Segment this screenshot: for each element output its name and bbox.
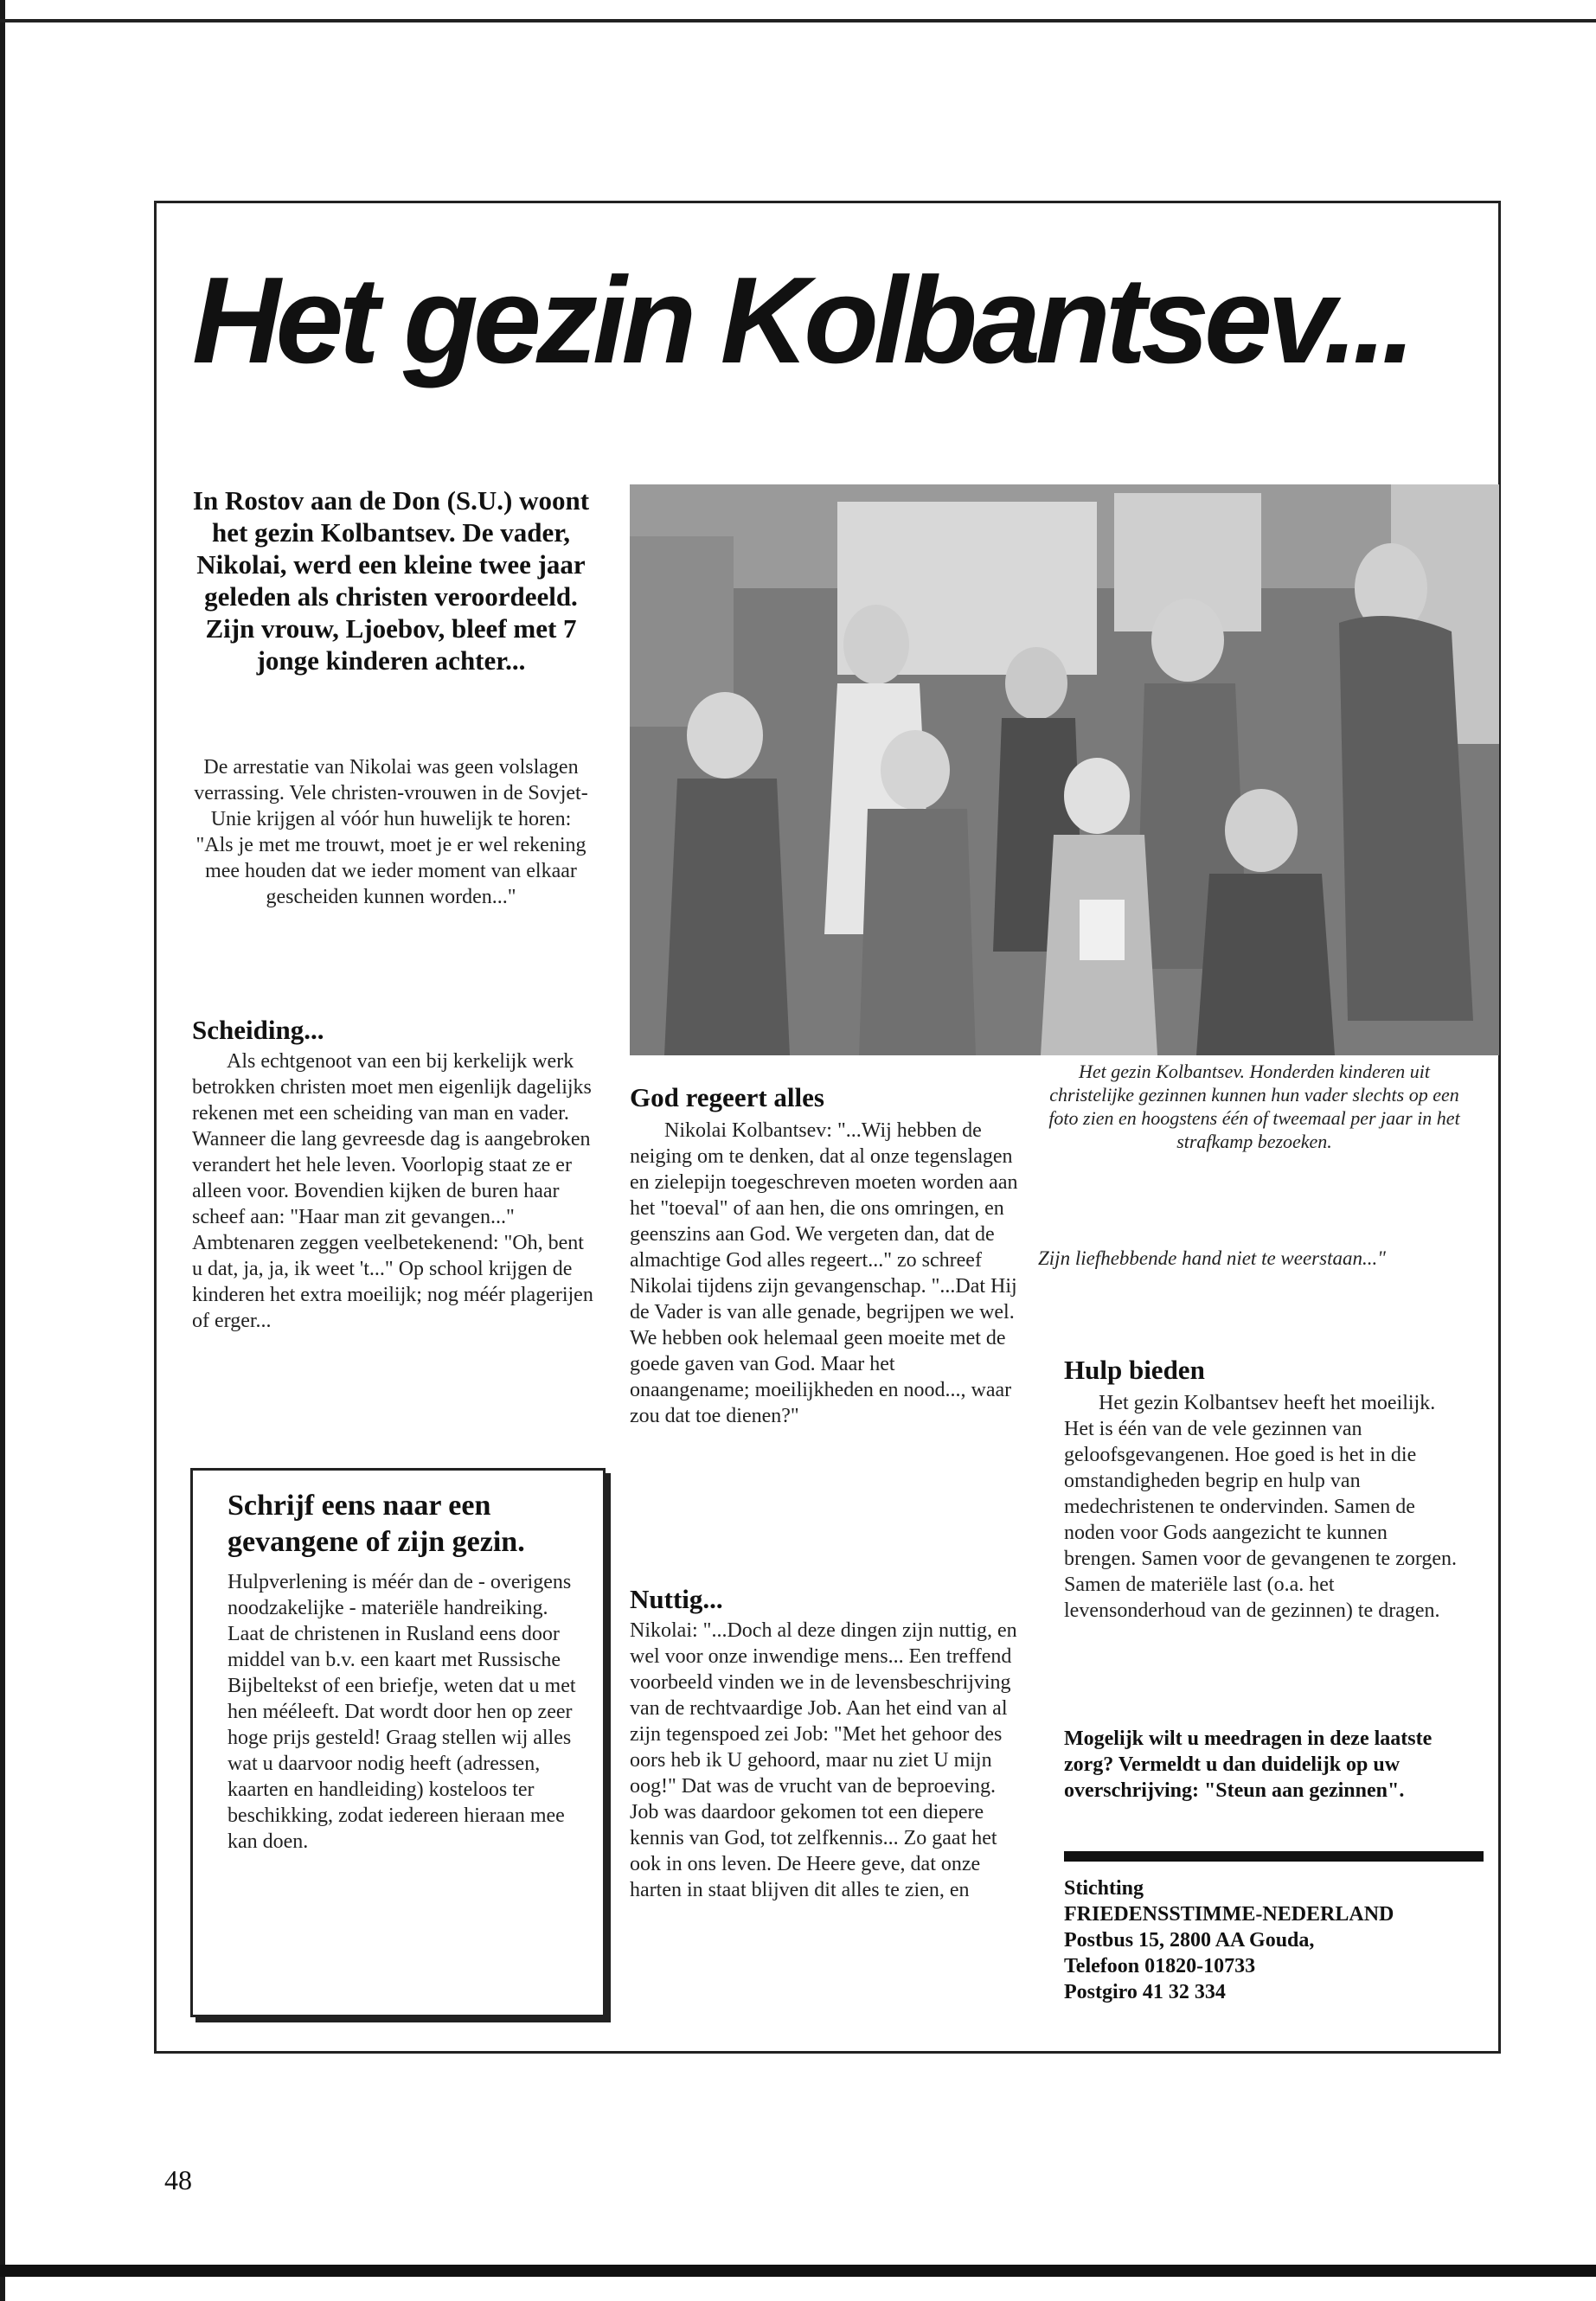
family-photo-drawing	[630, 484, 1499, 1055]
address-line-1: Stichting	[1064, 1877, 1144, 1900]
address-line-4: Telefoon 01820-10733	[1064, 1955, 1256, 1977]
family-photo	[630, 484, 1499, 1055]
address-divider	[1064, 1851, 1484, 1862]
god-body: Nikolai Kolbantsev: "...Wij hebben de neiging om te denken, dat al onze tegenslagen en zielepijn toegeschreven moeten worden aan het "toeval" of aan hen, die ons omringen, en geenszins aan God. We vergeten dan, dat de almachtige God alles regeert..." zo schreef Nikolai tijdens zijn gevangenschap. "...Dat Hij de Vader is van alle genade, begrijpen we wel. We hebben ook helemaal geen moeite met de goede gaven van God. Maar het onaangename; moeilijkheden en nood..., waar zou dat toe dienen?"	[630, 1119, 1018, 1427]
intro-paragraph: De arrestatie van Nikolai was geen volslagen verrassing. Vele christen-vrouwen in de Sovjet-Unie krijgen al vóór hun huwelijk te horen: "Als je met me trouwt, moet je er wel rekening mee houden dat we ieder moment van elkaar gescheiden kunnen worden..."	[194, 756, 588, 908]
address-line-3: Postbus 15, 2800 AA Gouda,	[1064, 1929, 1315, 1952]
box-title: Schrijf eens naar een gevangene of zijn gezin.	[228, 1490, 525, 1558]
quote-continuation: Zijn liefhebbende hand niet te weerstaan..."	[1038, 1247, 1386, 1269]
write-prisoner-box	[190, 1468, 606, 2017]
donation-appeal: Mogelijk wilt u meedragen in deze laatste zorg? Vermeldt u dan duidelijk op uw overschrijving: "Steun aan gezinnen".	[1064, 1727, 1433, 1802]
scan-edge-bottom	[0, 2265, 1596, 2277]
photo-caption: Het gezin Kolbantsev. Honderden kinderen uit christelijke gezinnen kunnen hun vader slechts op een foto zien en hoogstens één of tweemaal per jaar in het strafkamp bezoeken.	[1048, 1061, 1460, 1152]
scan-edge-top	[0, 19, 1596, 22]
foundation-address	[1064, 1875, 1497, 2005]
hulp-heading: Hulp bieden	[1064, 1355, 1205, 1385]
scheiding-heading: Scheiding...	[192, 1015, 324, 1045]
address-line-2: FRIEDENSSTIMME-NEDERLAND	[1064, 1903, 1394, 1926]
address-line-5: Postgiro 41 32 334	[1064, 1981, 1226, 2003]
lead-paragraph: In Rostov aan de Don (S.U.) woont het gezin Kolbantsev. De vader, Nikolai, werd een kleine twee jaar geleden als christen veroordeeld. Zijn vrouw, Ljoebov, bleef met 7 jonge kinderen achter...	[192, 485, 590, 676]
article-title: Het gezin Kolbantsev...	[192, 252, 1411, 389]
scan-edge-left	[0, 0, 5, 2301]
nuttig-body: Nikolai: "...Doch al deze dingen zijn nuttig, en wel voor onze inwendige mens... Een treffend voorbeeld vinden we in de levensbeschrijving van de rechtvaardige Job. Aan het eind van al zijn tegenspoed zei Job: "Met het gehoor des oors heb ik U gehoord, maar nu ziet U mijn oog!" Dat was de vrucht van de beproeving. Job was daardoor gekomen tot een diepere kennis van God, tot zelfkennis... Zo gaat het ook in ons leven. De Heere geve, dat onze harten in staat blijven dit alles te zien, en	[630, 1619, 1017, 1901]
god-heading: God regeert alles	[630, 1082, 824, 1112]
box-body: Hulpverlening is méér dan de - overigens noodzakelijke - materiële handreiking. Laat de christenen in Rusland eens door middel van b.v. een kaart met Russische Bijbeltekst of een briefje, weten dat u met hen mééleeft. Dat wordt door hen op zeer hoge prijs gesteld! Graag stellen wij alles wat u daarvoor nodig heeft (adressen, kaarten en handleiding) kosteloos ter beschikking, zodat iedereen hieraan mee kan doen.	[228, 1571, 576, 1853]
scheiding-body: Als echtgenoot van een bij kerkelijk werk betrokken christen moet men eigenlijk dagelijks rekenen met een scheiding van man en vader. Wanneer die lang gevreesde dag is aangebroken verandert het hele leven. Voorlopig staat ze er alleen voor. Bovendien kijken de buren haar scheef aan: "Haar man zit gevangen..." Ambtenaren zeggen veelbetekenend: "Oh, bent u dat, ja, ja, ik weet 't..." Op school krijgen de kinderen het extra moeilijk; nog méér plagerijen of erger...	[192, 1050, 593, 1332]
page-number: 48	[164, 2164, 192, 2195]
nuttig-heading: Nuttig...	[630, 1584, 723, 1614]
hulp-body: Het gezin Kolbantsev heeft het moeilijk. Het is één van de vele gezinnen van geloofsgevangenen. Hoe goed is het in die omstandigheden begrip en hulp van medechristenen te ondervinden. Samen de noden voor Gods aangezicht te kunnen brengen. Samen voor de gevangenen te zorgen. Samen de materiële last (o.a. het levensonderhoud van de gezinnen) te dragen.	[1064, 1392, 1458, 1622]
